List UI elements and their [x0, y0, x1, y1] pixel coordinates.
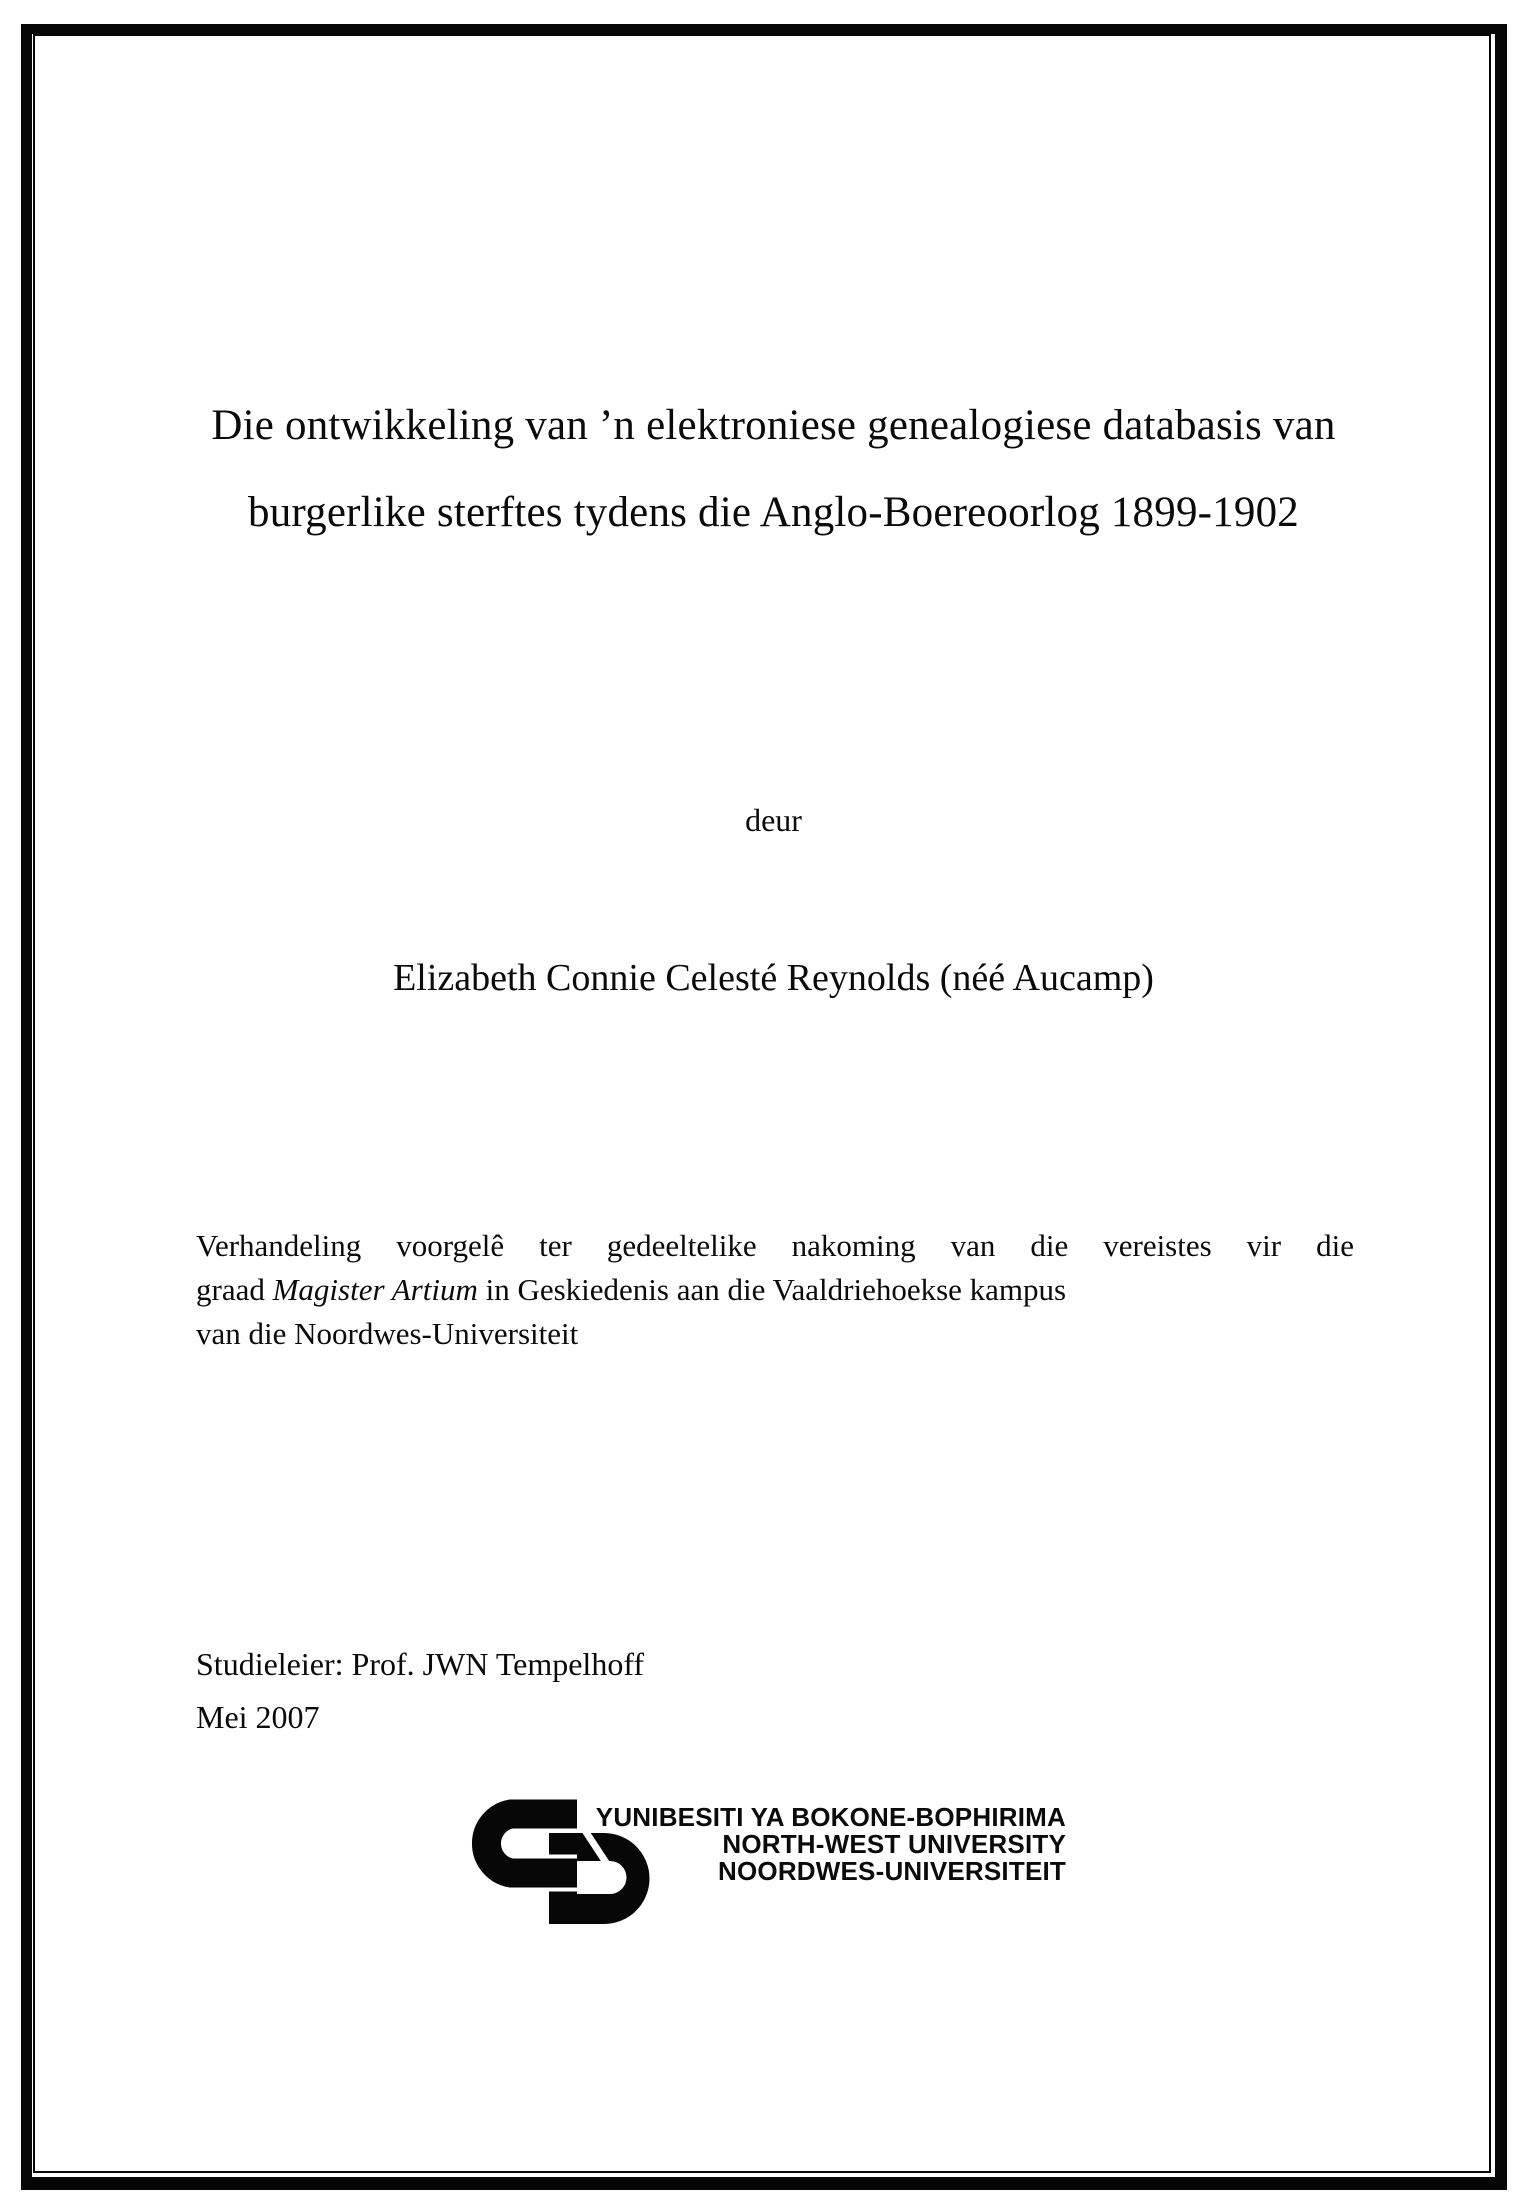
nwu-name-afrikaans: NOORDWES-UNIVERSITEIT: [718, 1856, 1066, 1886]
page-title-line-2: burgerlike sterftes tydens die Anglo-Boereoorlog 1899-1902: [248, 489, 1299, 536]
date-line: Mei 2007: [196, 1699, 320, 1735]
nwu-logo-wordmark: [585, 1804, 1066, 1885]
thesis-statement-line-1: Verhandeling voorgelê ter gedeeltelike nakoming van die vereistes vir die: [196, 1228, 1354, 1263]
supervisor-block: [196, 1638, 644, 1744]
byline-deur: deur: [745, 802, 802, 838]
thesis-statement-line-2: [196, 1268, 1354, 1312]
author-name: Elizabeth Connie Celesté Reynolds (néé Aucamp): [393, 957, 1154, 999]
page-title-line-1: Die ontwikkeling van ’n elektroniese genealogiese databasis van: [211, 402, 1336, 449]
degree-name: Magister Artium: [272, 1272, 478, 1307]
supervisor-line: Studieleier: Prof. JWN Tempelhoff: [196, 1646, 645, 1682]
nwu-name-english: NORTH-WEST UNIVERSITY: [722, 1829, 1066, 1859]
degree-prefix: graad: [196, 1272, 273, 1307]
degree-suffix: in Geskiedenis aan die Vaaldriehoekse kampus: [477, 1272, 1067, 1307]
thesis-statement-line-3: van die Noordwes-Universiteit: [196, 1316, 579, 1351]
nwu-name-setswana: YUNIBESITI YA BOKONE-BOPHIRIMA: [595, 1802, 1066, 1832]
thesis-statement: [196, 1224, 1354, 1356]
page-title: [40, 382, 1507, 556]
